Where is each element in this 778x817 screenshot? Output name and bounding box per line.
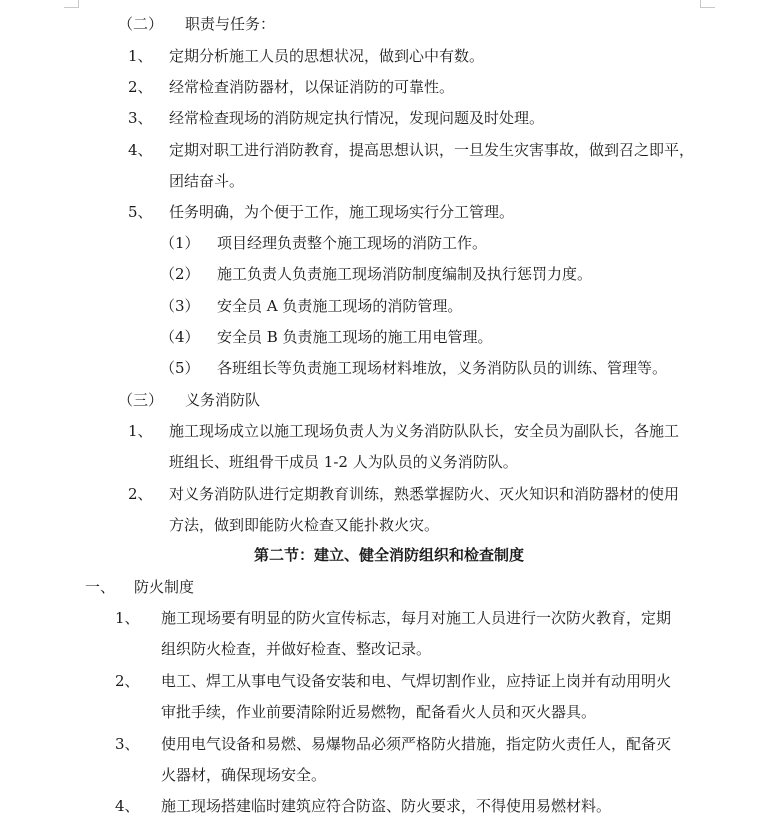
list-item-text-continued: 火器材，确保现场安全。 (161, 766, 327, 784)
list-item-text: 施工现场要有明显的防火宣传标志，每月对施工人员进行一次防火教育，定期 (161, 609, 672, 627)
list-item-text: 定期对职工进行消防教育，提高思想认识，一旦发生灾害事故，做到召之即平， (169, 141, 695, 159)
page-corner-mark-left (64, 0, 79, 8)
sub-item-text: 施工负责人负责施工现场消防制度编制及执行惩罚力度。 (217, 265, 593, 283)
list-item-text: 施工现场搭建临时建筑应符合防盗、防火要求，不得使用易燃材料。 (161, 797, 612, 815)
sub-item-text: 安全员 B 负责施工现场的施工用电管理。 (217, 328, 493, 346)
list-item-text: 使用电气设备和易燃、易爆物品必须严格防火措施，指定防火责任人，配备灭 (161, 735, 672, 753)
section-title: 职责与任务： (185, 15, 276, 33)
sub-item-number: （4） (160, 328, 200, 346)
section-title: 义务消防队 (185, 391, 261, 409)
list-item-number: 4、 (128, 141, 153, 159)
list-item-number: 4、 (115, 797, 140, 815)
list-item-text: 施工现场成立以施工现场负责人为义务消防队队长，安全员为副队长，各施工 (169, 422, 680, 440)
list-item-text: 经常检查消防器材，以保证消防的可靠性。 (169, 78, 455, 96)
list-item-number: 3、 (115, 735, 140, 753)
section-number: （三） (118, 391, 164, 409)
sub-item-number: （5） (160, 359, 200, 377)
sub-item-number: （1） (160, 234, 200, 252)
list-item-text-continued: 方法，做到即能防火检查又能扑救火灾。 (169, 516, 440, 534)
list-item-text: 经常检查现场的消防规定执行情况，发现问题及时处理。 (169, 109, 545, 127)
sub-item-number: （3） (160, 297, 200, 315)
list-item-number: 2、 (115, 672, 140, 690)
list-item-text-continued: 审批手续，作业前要清除附近易燃物，配备看火人员和灭火器具。 (161, 703, 597, 721)
sub-item-number: （2） (160, 265, 200, 283)
list-item-number: 5、 (128, 203, 153, 221)
part-number: 一、 (85, 578, 116, 596)
list-item-number: 1、 (128, 422, 153, 440)
list-item-text: 电工、焊工从事电气设备安装和电、气焊切割作业，应持证上岗并有动用明火 (161, 672, 672, 690)
list-item-number: 2、 (128, 485, 153, 503)
list-item-text: 定期分析施工人员的思想状况，做到心中有数。 (169, 47, 485, 65)
list-item-number: 1、 (128, 47, 153, 65)
section-number: （二） (118, 15, 164, 33)
list-item-number: 1、 (115, 609, 140, 627)
sub-item-text: 各班组长等负责施工现场材料堆放，义务消防队员的训练、管理等。 (217, 359, 668, 377)
list-item-text: 任务明确，为个便于工作，施工现场实行分工管理。 (169, 203, 515, 221)
sub-item-text: 项目经理负责整个施工现场的消防工作。 (217, 234, 488, 252)
section-heading: 第二节：建立、健全消防组织和检查制度 (253, 546, 524, 564)
list-item-number: 2、 (128, 78, 153, 96)
list-item-text-continued: 团结奋斗。 (169, 172, 245, 190)
list-item-number: 3、 (128, 109, 153, 127)
part-title: 防火制度 (134, 578, 195, 596)
list-item-text-continued: 组织防火检查，并做好检查、整改记录。 (161, 640, 432, 658)
list-item-text: 对义务消防队进行定期教育训练，熟悉掌握防火、灭火知识和消防器材的使用 (169, 485, 680, 503)
page-corner-mark-right (700, 0, 715, 8)
list-item-text-continued: 班组长、班组骨干成员 1-2 人为队员的义务消防队。 (169, 453, 518, 471)
sub-item-text: 安全员 A 负责施工现场的消防管理。 (217, 297, 463, 315)
